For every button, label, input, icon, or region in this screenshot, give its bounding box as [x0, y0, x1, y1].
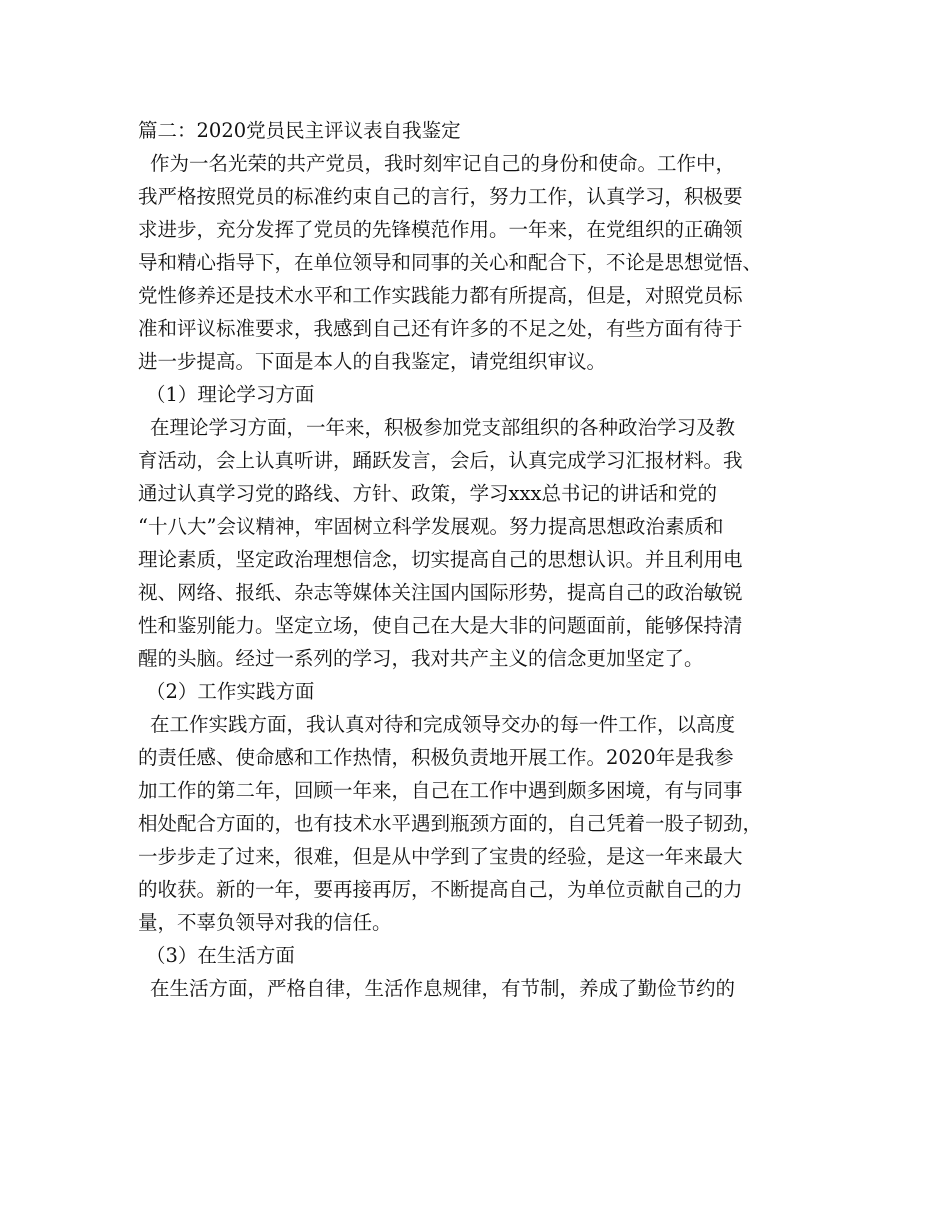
- text-line: 醒的头脑。经过一系列的学习，我对共产主义的信念更加坚定了。: [138, 647, 704, 670]
- document-body: [138, 114, 818, 1005]
- text-line: 视、网络、报纸、杂志等媒体关注国内国际形势，提高自己的政治敏锐: [138, 581, 743, 604]
- text-line: 党性修养还是技术水平和工作实践能力都有所提高，但是，对照党员标: [138, 284, 743, 307]
- text-line: 量，不辜负领导对我的信任。: [138, 911, 392, 934]
- text-line: 理论素质，坚定政治理想信念，切实提高自己的思想认识。并且利用电: [138, 548, 743, 571]
- text-line: “十八大”会议精神，牢固树立科学发展观。努力提高思想政治素质和: [138, 515, 724, 538]
- section-heading: （2）工作实践方面: [146, 680, 315, 703]
- section-heading: （1）理论学习方面: [146, 383, 315, 406]
- text-line: 作为一名光荣的共产党员，我时刻牢记自己的身份和使命。工作中，: [150, 152, 736, 175]
- section-heading: （3）在生活方面: [146, 944, 295, 967]
- text-line: 求进步，充分发挥了党员的先锋模范作用。一年来，在党组织的正确领: [138, 218, 743, 241]
- text-line: 一步步走了过来，很难，但是从中学到了宝贵的经验，是这一年来最大: [138, 845, 743, 868]
- text-line: 进一步提高。下面是本人的自我鉴定，请党组织审议。: [138, 350, 607, 373]
- text-line: 的责任感、使命感和工作热情，积极负责地开展工作。2020年是我参: [138, 746, 734, 769]
- text-line: 的收获。新的一年，要再接再厉，不断提高自己，为单位贡献自己的力: [138, 878, 743, 901]
- text-line: 育活动，会上认真听讲，踊跃发言，会后，认真完成学习汇报材料。我: [138, 449, 743, 472]
- text-line: 在工作实践方面，我认真对待和完成领导交办的每一件工作，以高度: [150, 713, 736, 736]
- text-line: 相处配合方面的，也有技术水平遇到瓶颈方面的，自己凭着一股子韧劲，: [138, 812, 763, 835]
- text-line: 导和精心指导下，在单位领导和同事的关心和配合下，不论是思想觉悟、: [138, 251, 763, 274]
- text-line: 加工作的第二年，回顾一年来，自己在工作中遇到颇多困境，有与同事: [138, 779, 743, 802]
- text-line: 我严格按照党员的标准约束自己的言行，努力工作，认真学习，积极要: [138, 185, 743, 208]
- text-line: 准和评议标准要求，我感到自己还有许多的不足之处，有些方面有待于: [138, 317, 743, 340]
- text-line: 通过认真学习党的路线、方针、政策，学习xxx总书记的讲话和党的: [138, 482, 717, 505]
- document-title: 篇二：2020党员民主评议表自我鉴定: [138, 119, 461, 142]
- text-line: 在理论学习方面，一年来，积极参加党支部组织的各种政治学习及教: [150, 416, 736, 439]
- text-line: 在生活方面，严格自律，生活作息规律，有节制，养成了勤俭节约的: [150, 977, 736, 1000]
- text-line: 性和鉴别能力。坚定立场，使自己在大是大非的问题面前，能够保持清: [138, 614, 743, 637]
